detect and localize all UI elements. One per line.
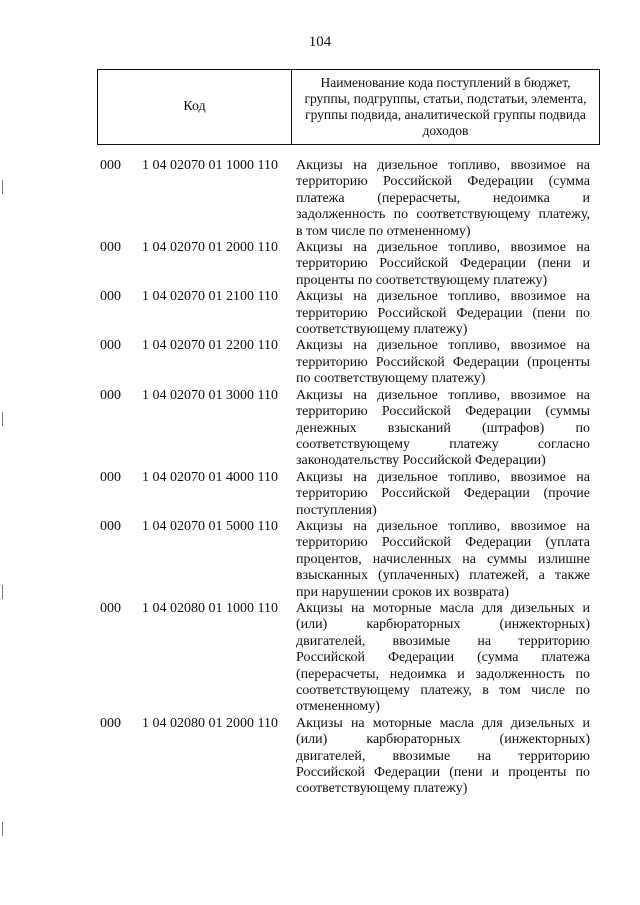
header-name-cell: Наименование кода поступлений в бюджет, группы, подгруппы, статьи, подстатьи, элемента, группы подвида, аналитической группы подвида доходов <box>304 75 587 138</box>
income-code: 1 04 02080 01 1000 110 <box>142 600 278 616</box>
description-line: Акцизы на моторные масла для дизельных и <box>296 715 590 731</box>
description-line: Акцизы на дизельное топливо, ввозимое на <box>296 338 590 354</box>
description-line: Российской Федерации (пени и проценты по <box>296 765 590 781</box>
description-line: законодательству Российской Федерации) <box>296 453 546 469</box>
description-line: Акцизы на дизельное топливо, ввозимое на <box>296 469 590 485</box>
table-row <box>0 470 640 519</box>
income-code: 1 04 02070 01 2200 110 <box>142 338 278 354</box>
income-code: 1 04 02070 01 2000 110 <box>142 240 278 256</box>
description-line: процентов, начисленных на суммы излишне <box>296 551 590 567</box>
header-code-cell: Код <box>98 70 292 144</box>
description-line: поступления) <box>296 502 377 518</box>
table-row <box>0 240 640 289</box>
income-description <box>296 519 590 601</box>
description-line: Акцизы на дизельное топливо, ввозимое на <box>296 518 590 534</box>
table-row <box>0 158 640 240</box>
description-line: Акцизы на дизельное топливо, ввозимое на <box>296 158 590 173</box>
description-line: территорию Российской Федерации (пени по <box>296 305 590 321</box>
income-code: 1 04 02080 01 2000 110 <box>142 715 278 731</box>
table-row <box>0 716 640 798</box>
admin-code: 000 <box>100 338 121 354</box>
income-description <box>296 470 590 519</box>
description-line: денежных взысканий (штрафов) по <box>296 420 590 436</box>
description-line: территорию Российской Федерации (суммы <box>296 404 590 420</box>
description-line: соответствующему платежу, в том числе по <box>296 683 590 698</box>
income-description <box>296 338 590 387</box>
admin-code: 000 <box>100 469 121 485</box>
income-code: 1 04 02070 01 1000 110 <box>142 158 278 173</box>
description-line: территорию Российской Федерации (прочие <box>296 486 590 502</box>
table-row <box>0 338 640 387</box>
admin-code: 000 <box>100 715 121 731</box>
description-line: соответствующему платежу согласно <box>296 436 590 452</box>
admin-code: 000 <box>100 600 121 616</box>
description-line: Акцизы на моторные масла для дизельных и <box>296 600 590 616</box>
scan-edge-mark <box>2 822 3 836</box>
table-row <box>0 601 640 716</box>
description-line: территорию Российской Федерации (уплата <box>296 535 590 551</box>
income-description <box>296 240 590 289</box>
description-line: в том числе по отмененному) <box>296 223 471 239</box>
description-line: при нарушении сроков их возврата) <box>296 584 510 600</box>
description-line: задолженность по соответствующему платежу, <box>296 207 590 223</box>
description-line: взысканных (уплаченных) платежей, а также <box>296 568 590 584</box>
admin-code: 000 <box>100 240 121 256</box>
admin-code: 000 <box>100 387 121 403</box>
description-line: соответствующему платежу) <box>296 781 468 797</box>
scan-edge-mark <box>2 412 3 426</box>
description-line: проценты по соответствующему платежу) <box>296 272 548 288</box>
description-line: территорию Российской Федерации (пени и <box>296 256 590 272</box>
admin-code: 000 <box>100 158 121 173</box>
table-row <box>0 289 640 338</box>
income-description <box>296 289 590 338</box>
description-line: по соответствующему платежу) <box>296 371 486 387</box>
income-code: 1 04 02070 01 4000 110 <box>142 469 278 485</box>
description-line: (или) карбюраторных (инжекторных) <box>296 617 590 633</box>
description-line: Российской Федерации (сумма платежа <box>296 650 590 666</box>
page-number: 104 <box>308 34 332 50</box>
table-row <box>0 519 640 601</box>
description-line: двигателей, ввозимые на территорию <box>296 748 590 764</box>
table-row <box>0 388 640 470</box>
income-description <box>296 716 590 798</box>
scan-edge-mark <box>2 180 3 194</box>
income-code: 1 04 02070 01 2100 110 <box>142 289 278 305</box>
description-line: соответствующему платежу) <box>296 322 468 338</box>
description-line: Акцизы на дизельное топливо, ввозимое на <box>296 387 590 403</box>
admin-code: 000 <box>100 289 121 305</box>
income-description <box>296 388 590 470</box>
table-header <box>97 69 600 145</box>
scan-edge-mark <box>2 585 3 599</box>
income-codes-list <box>0 158 640 798</box>
description-line: (перерасчеты, недоимка и задолженность по <box>296 666 590 682</box>
income-code: 1 04 02070 01 5000 110 <box>142 518 278 534</box>
description-line: территорию Российской Федерации (сумма <box>296 174 590 190</box>
description-line: платежа (перерасчеты, недоимка и <box>296 190 590 206</box>
description-line: двигателей, ввозимые на территорию <box>296 633 590 649</box>
description-line: Акцизы на дизельное топливо, ввозимое на <box>296 289 590 305</box>
income-description <box>296 158 590 240</box>
admin-code: 000 <box>100 518 121 534</box>
description-line: отмененному) <box>296 699 380 715</box>
income-code: 1 04 02070 01 3000 110 <box>142 387 278 403</box>
description-line: территорию Российской Федерации (проценты <box>296 354 590 370</box>
income-description <box>296 601 590 716</box>
description-line: Акцизы на дизельное топливо, ввозимое на <box>296 240 590 256</box>
description-line: (или) карбюраторных (инжекторных) <box>296 732 590 748</box>
